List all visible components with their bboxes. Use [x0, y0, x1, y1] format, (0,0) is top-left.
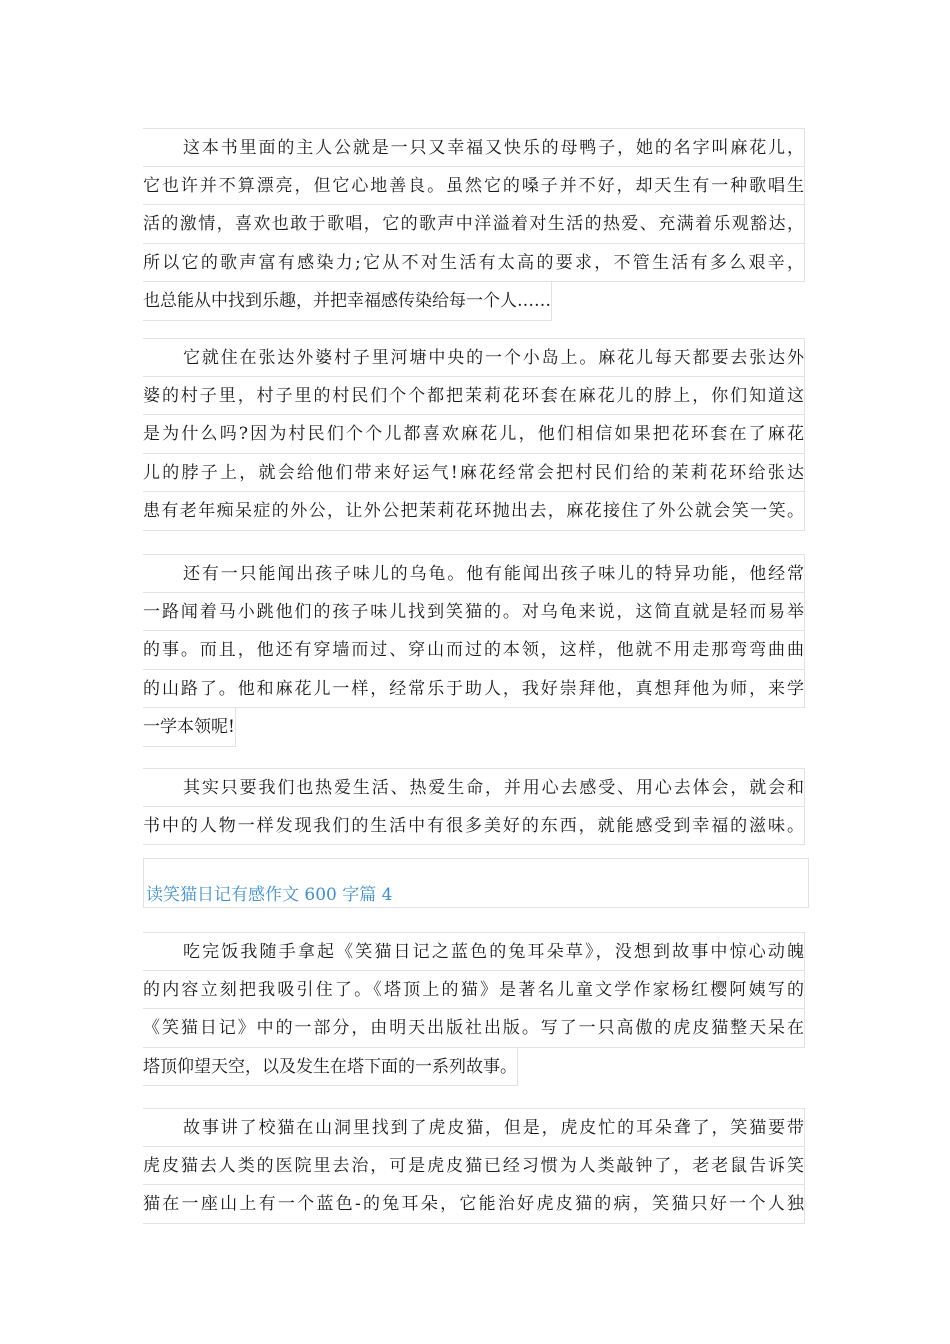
text-line: 猫在一座山上有一个蓝色-的兔耳朵，它能治好虎皮猫的病，笑猫只好一个人独 — [143, 1185, 809, 1224]
text-line: 其实只要我们也热爱生活、热爱生命，并用心去感受、用心去体会，就会和 — [143, 768, 809, 807]
text-line: 它就住在张达外婆村子里河塘中央的一个小岛上。麻花儿每天都要去张达外 — [143, 338, 809, 377]
text-line: 所以它的歌声富有感染力;它从不对生活有太高的要求，不管生活有多么艰辛， — [143, 244, 809, 283]
text-line: 这本书里面的主人公就是一只又幸福又快乐的母鸭子，她的名字叫麻花儿， — [143, 128, 809, 167]
text-line: 一路闻着马小跳他们的孩子味儿找到笑猫的。对乌龟来说，这简直就是轻而易举 — [143, 593, 809, 632]
paragraph-2 — [143, 338, 809, 531]
text-line: 《笑猫日记》中的一部分，由明天出版社出版。写了一只高傲的虎皮猫整天呆在 — [143, 1009, 809, 1048]
text-line: 的内容立刻把我吸引住了。《塔顶上的猫》是著名儿童文学作家杨红樱阿姨写的 — [143, 971, 809, 1010]
paragraph-3 — [143, 554, 809, 747]
text-line: 故事讲了校猫在山洞里找到了虎皮猫，但是，虎皮忙的耳朵聋了，笑猫要带 — [143, 1108, 809, 1147]
text-line: 还有一只能闻出孩子味儿的乌龟。他有能闻出孩子味儿的特异功能，他经常 — [143, 554, 809, 593]
text-line: 的山路了。他和麻花儿一样，经常乐于助人，我好崇拜他，真想拜他为师，来学 — [143, 670, 809, 709]
text-line: 一学本领呢! — [143, 708, 809, 747]
section-heading: 读笑猫日记有感作文 600 字篇 4 — [143, 858, 809, 908]
text-line: 的事。而且，他还有穿墙而过、穿山而过的本领，这样，他就不用走那弯弯曲曲 — [143, 631, 809, 670]
text-line: 书中的人物一样发现我们的生活中有很多美好的东西，就能感受到幸福的滋味。 — [143, 807, 809, 846]
paragraph-5 — [143, 932, 809, 1086]
text-line: 吃完饭我随手拿起《笑猫日记之蓝色的兔耳朵草》，没想到故事中惊心动魄 — [143, 932, 809, 971]
paragraph-4 — [143, 768, 809, 845]
text-line: 活的激情，喜欢也敢于歌唱，它的歌声中洋溢着对生活的热爱、充满着乐观豁达， — [143, 205, 809, 244]
text-line: 婆的村子里，村子里的村民们个个都把茉莉花环套在麻花儿的脖上，你们知道这 — [143, 377, 809, 416]
text-line: 虎皮猫去人类的医院里去治，可是虎皮猫已经习惯为人类敲钟了，老老鼠告诉笑 — [143, 1147, 809, 1186]
text-line: 塔顶仰望天空，以及发生在塔下面的一系列故事。 — [143, 1048, 809, 1087]
text-line: 儿的脖子上，就会给他们带来好运气!麻花经常会把村民们给的茉莉花环给张达 — [143, 454, 809, 493]
text-line: 是为什么吗?因为村民们个个儿都喜欢麻花儿，他们相信如果把花环套在了麻花 — [143, 415, 809, 454]
paragraph-1 — [143, 128, 809, 321]
text-line: 它也许并不算漂亮，但它心地善良。虽然它的嗓子并不好，却天生有一种歌唱生 — [143, 167, 809, 206]
paragraph-6 — [143, 1108, 809, 1224]
text-line: 患有老年痴呆症的外公，让外公把茉莉花环抛出去，麻花接住了外公就会笑一笑。 — [143, 492, 809, 531]
text-line: 也总能从中找到乐趣，并把幸福感传染给每一个人…… — [143, 282, 809, 321]
